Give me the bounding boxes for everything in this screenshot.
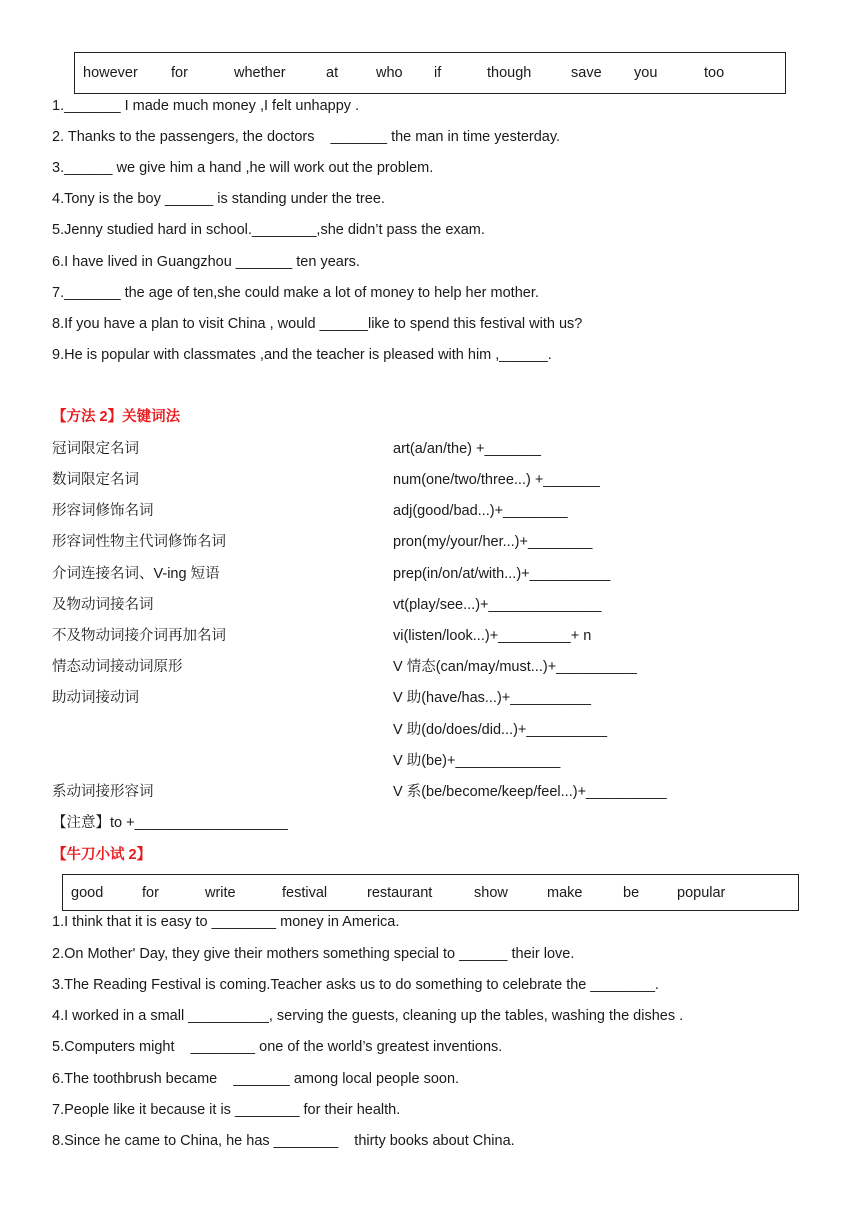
practice-2-item: 3.The Reading Festival is coming.Teacher asks us to do something to celebrate the ________. xyxy=(52,977,659,993)
method-row-left: 形容词修饰名词 xyxy=(52,503,154,519)
method-row-left: 数词限定名词 xyxy=(52,472,139,488)
word-bank-box-1 xyxy=(74,52,786,94)
method-row-left: 情态动词接动词原形 xyxy=(52,659,183,675)
exercise-1-item: 6.I have lived in Guangzhou _______ ten years. xyxy=(52,254,360,270)
word-bank-item: for xyxy=(142,884,159,901)
word-bank-item: restaurant xyxy=(367,884,433,901)
practice-2-heading: 【牛刀小试 2】 xyxy=(52,847,152,863)
practice-2-item: 5.Computers might ________ one of the world’s greatest inventions. xyxy=(52,1039,503,1055)
method-row-right: pron(my/your/her...)+________ xyxy=(393,534,593,550)
practice-2-item: 4.I worked in a small __________, serving the guests, cleaning up the tables, washing the dishes . xyxy=(52,1008,684,1024)
method-row-right: vi(listen/look...)+_________+ n xyxy=(393,628,592,644)
method-row-left: 介词连接名词、V-ing 短语 xyxy=(52,566,220,582)
word-bank-item: too xyxy=(704,65,725,81)
word-bank-item: you xyxy=(634,65,658,81)
practice-2-item: 2.On Mother' Day, they give their mothers something special to ______ their love. xyxy=(52,946,575,962)
practice-2-item: 1.I think that it is easy to ________ money in America. xyxy=(52,914,400,930)
exercise-1-item: 5.Jenny studied hard in school.________,she didn’t pass the exam. xyxy=(52,222,485,238)
exercise-1-item: 9.He is popular with classmates ,and the teacher is pleased with him ,______. xyxy=(52,347,552,363)
method-row-right: V 助(be)+_____________ xyxy=(393,753,561,769)
word-bank-item: if xyxy=(434,65,442,81)
word-bank-item: make xyxy=(547,884,583,901)
practice-2-item: 7.People like it because it is ________ for their health. xyxy=(52,1102,401,1118)
word-bank-item: who xyxy=(376,65,403,81)
exercise-1-item: 8.If you have a plan to visit China , would ______like to spend this festival with us? xyxy=(52,316,583,332)
word-bank-box-2 xyxy=(62,874,799,911)
word-bank-item: though xyxy=(487,65,532,81)
exercise-1-item: 2. Thanks to the passengers, the doctors _______ the man in time yesterday. xyxy=(52,129,561,145)
word-bank-item: whether xyxy=(234,65,286,81)
method-row-right: vt(play/see...)+______________ xyxy=(393,597,602,613)
method-row-left: 及物动词接名词 xyxy=(52,597,154,613)
method-row-left: 系动词接形容词 xyxy=(52,784,154,800)
practice-2-item: 6.The toothbrush became _______ among local people soon. xyxy=(52,1071,460,1087)
method-row-right: V 情态(can/may/must...)+__________ xyxy=(393,659,637,675)
word-bank-item: however xyxy=(83,65,138,81)
word-bank-item: write xyxy=(205,884,236,901)
method-note: 【注意】to +___________________ xyxy=(52,815,288,831)
method-row-left: 不及物动词接介词再加名词 xyxy=(52,628,226,644)
word-bank-item: at xyxy=(326,65,339,81)
word-bank-item: be xyxy=(623,884,640,901)
method-row-left: 形容词性物主代词修饰名词 xyxy=(52,534,226,550)
exercise-1-item: 7._______ the age of ten,she could make a lot of money to help her mother. xyxy=(52,285,539,301)
method-row-right: num(one/two/three...) +_______ xyxy=(393,472,600,488)
method-row-right: V 助(have/has...)+__________ xyxy=(393,690,591,706)
method-row-left: 助动词接动词 xyxy=(52,690,139,706)
method-row-right: prep(in/on/at/with...)+__________ xyxy=(393,566,611,582)
method-row-right: adj(good/bad...)+________ xyxy=(393,503,568,519)
practice-2-item: 8.Since he came to China, he has ________ thirty books about China. xyxy=(52,1133,515,1149)
word-bank-item: good xyxy=(71,884,104,901)
exercise-1-item: 1._______ I made much money ,I felt unhappy . xyxy=(52,98,360,114)
method-row-left: 冠词限定名词 xyxy=(52,441,139,457)
word-bank-item: save xyxy=(571,65,602,81)
method-row-right: art(a/an/the) +_______ xyxy=(393,441,541,457)
method-row-right: V 助(do/does/did...)+__________ xyxy=(393,722,608,738)
word-bank-item: popular xyxy=(677,884,726,901)
word-bank-item: festival xyxy=(282,884,328,901)
method-2-heading: 【方法 2】关键词法 xyxy=(52,409,181,425)
exercise-1-item: 4.Tony is the boy ______ is standing under the tree. xyxy=(52,191,385,207)
word-bank-item: for xyxy=(171,65,188,81)
exercise-1-item: 3.______ we give him a hand ,he will work out the problem. xyxy=(52,160,434,176)
word-bank-item: show xyxy=(474,884,508,901)
method-row-right: V 系(be/become/keep/feel...)+__________ xyxy=(393,784,667,800)
